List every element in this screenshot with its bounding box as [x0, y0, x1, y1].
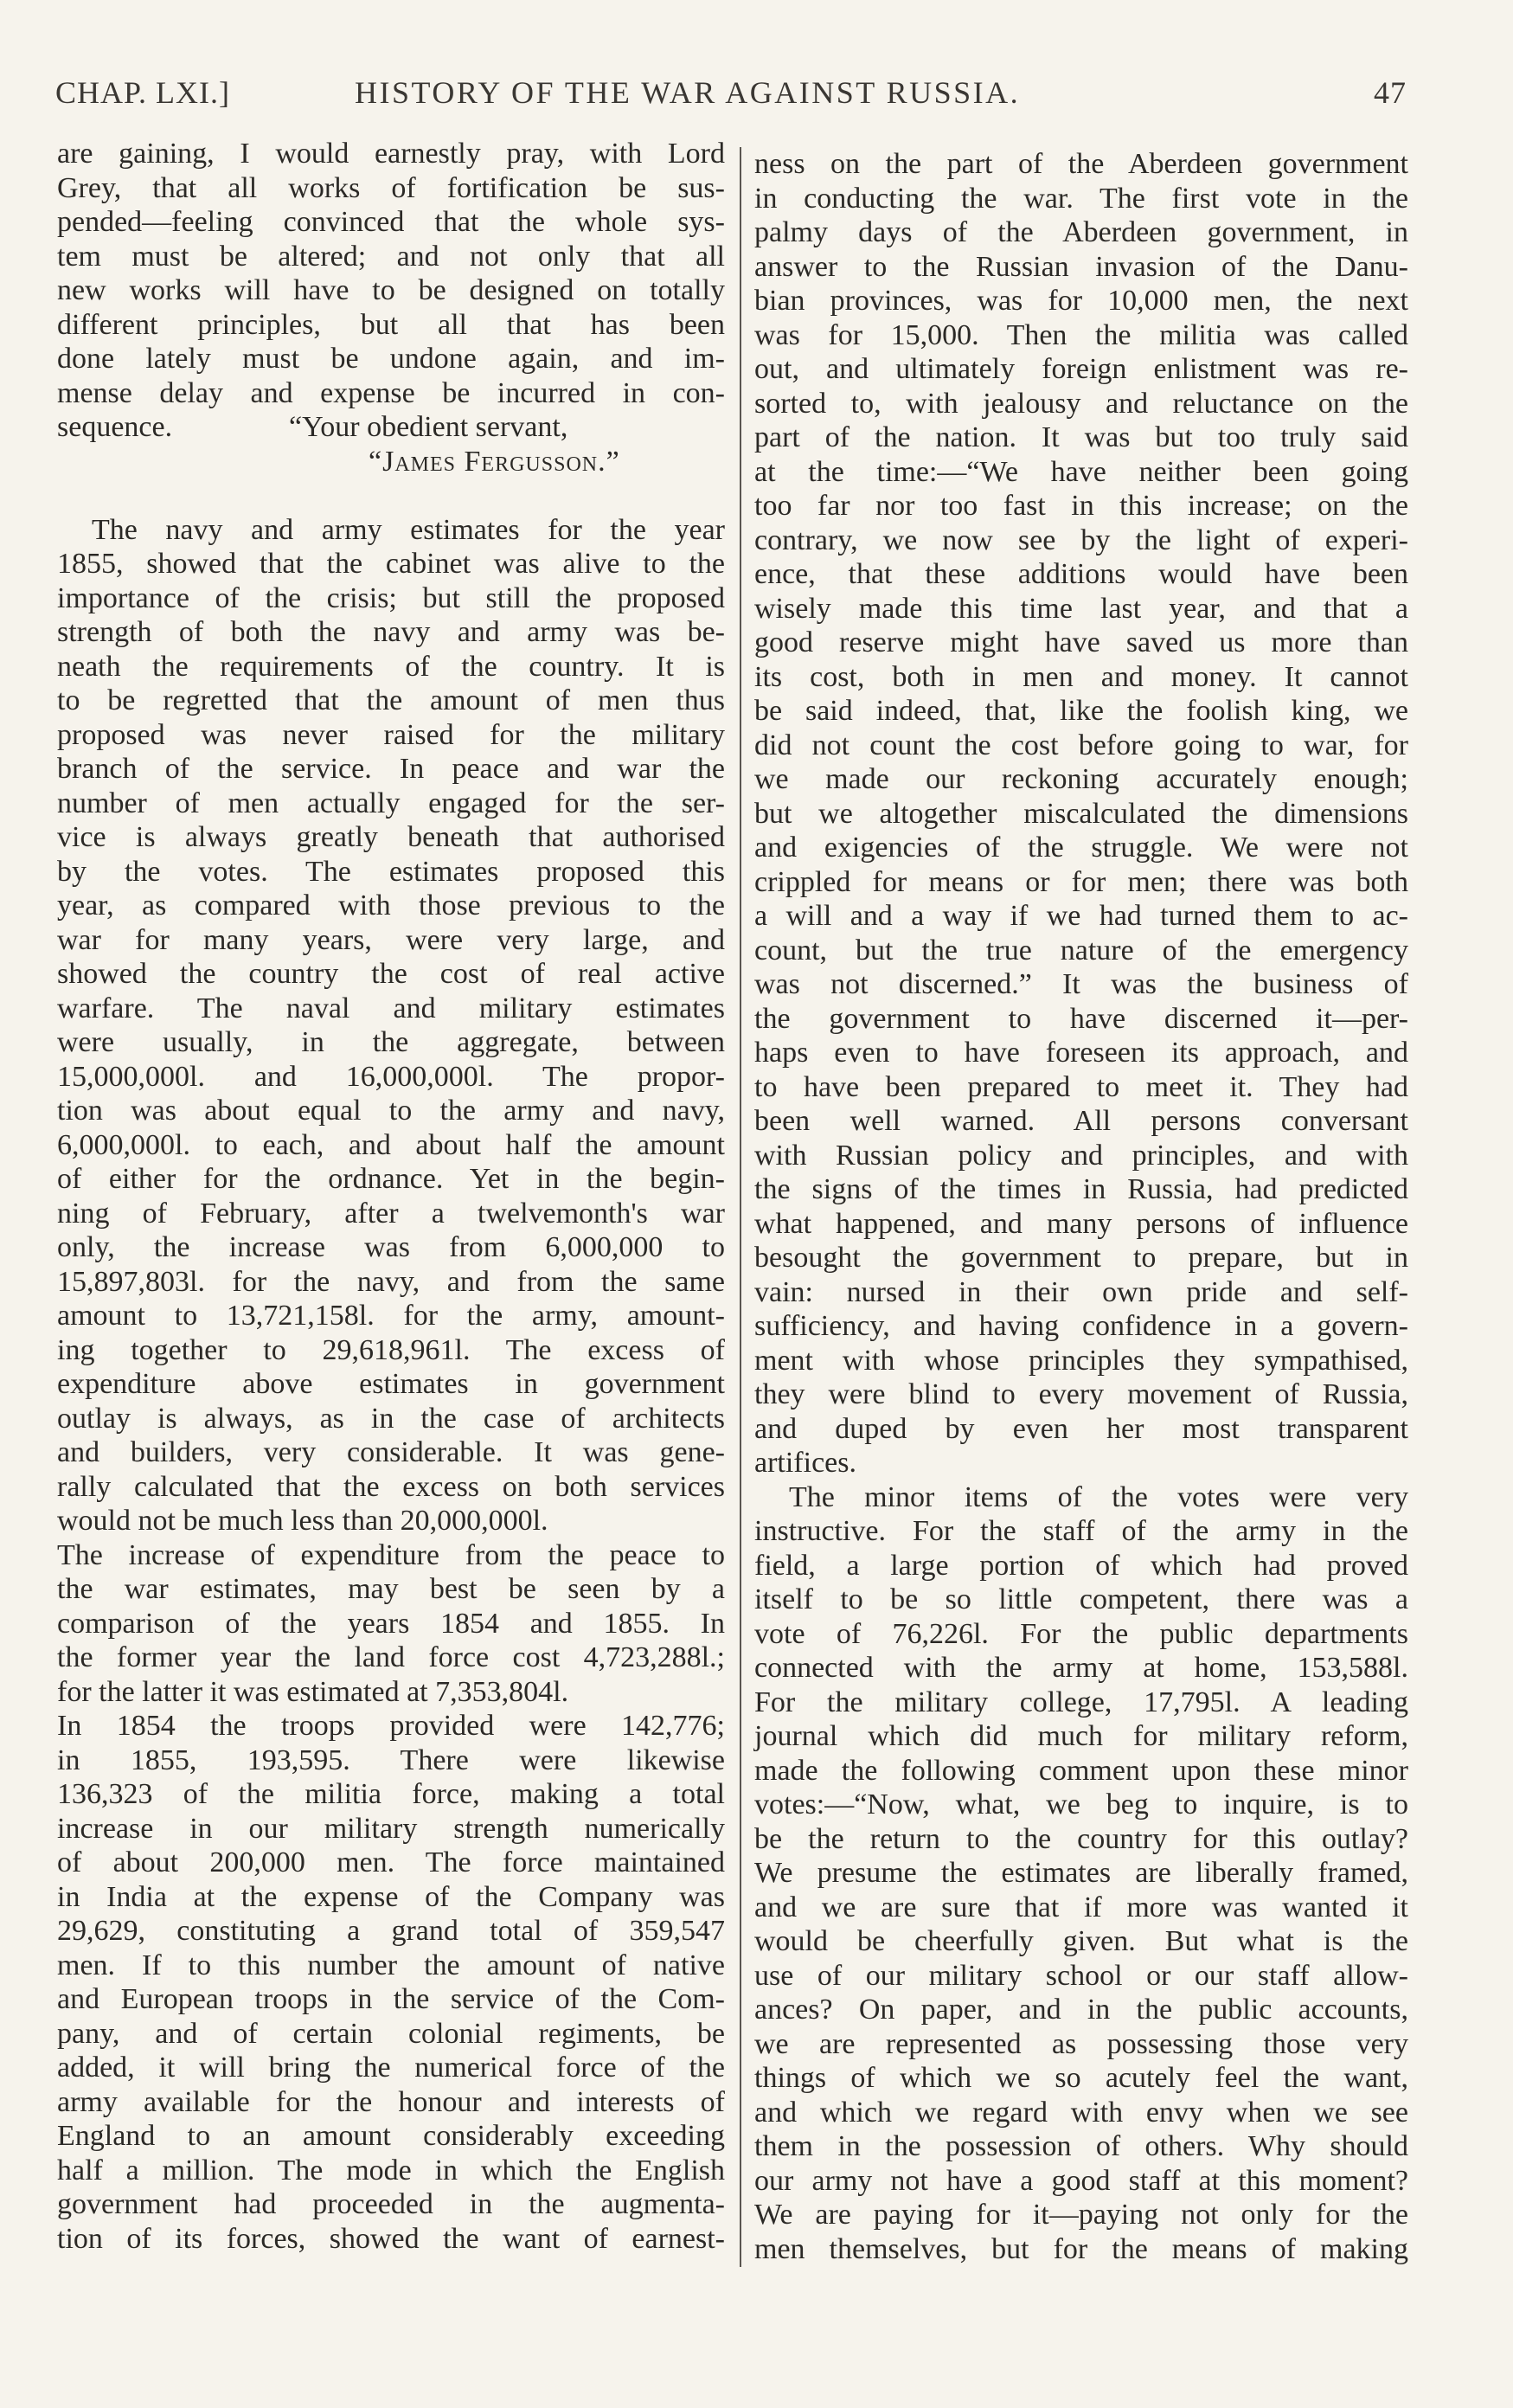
text-line: in 1855, 193,595. There were likewise: [57, 1743, 725, 1776]
text-line: war for many years, were very large, and: [57, 923, 725, 956]
text-line: for the latter it was estimated at 7,353,804l.: [57, 1675, 569, 1708]
text-line: expenditure above estimates in government: [57, 1368, 725, 1400]
text-line: The navy and army estimates for the year: [92, 513, 725, 546]
text-line: tion was about equal to the army and navy,: [57, 1095, 725, 1127]
text-line: In 1854 the troops provided were 142,776;: [57, 1710, 725, 1742]
text-line: them in the possession of others. Why should: [754, 2130, 1408, 2162]
spacer: [57, 478, 725, 513]
text-line: the former year the land force cost 4,723,288l.;: [57, 1641, 725, 1673]
right-column: [754, 147, 1408, 2266]
text-line: its cost, both in men and money. It cannot: [754, 660, 1408, 693]
salutation: “Your obedient servant,: [289, 411, 568, 443]
text-line: vice is always greatly beneath that authorised: [57, 821, 725, 853]
text-line: importance of the crisis; but still the proposed: [57, 581, 725, 614]
text-line: crippled for means or for men; there was both: [754, 865, 1408, 898]
text-line: votes:—“Now, what, we beg to inquire, is to: [754, 1788, 1408, 1820]
text-line: things of which we so acutely feel the want,: [754, 2062, 1408, 2094]
text-line: strength of both the navy and army was be-: [57, 616, 725, 648]
text-line: of either for the ordnance. Yet in the begin-: [57, 1163, 725, 1195]
text-line: contrary, we now see by the light of experi-: [754, 523, 1408, 556]
text-line: done lately must be undone again, and im-: [57, 343, 725, 375]
text-line: field, a large portion of which had proved: [754, 1549, 1408, 1582]
text-line: sufficiency, and having confidence in a govern-: [754, 1310, 1408, 1342]
closing-word: sequence.: [57, 411, 173, 443]
text-line: ning of February, after a twelvemonth's war: [57, 1197, 725, 1230]
text-line: 136,323 of the militia force, making a total: [57, 1778, 725, 1810]
text-line: new works will have to be designed on totally: [57, 274, 725, 306]
text-line: added, it will bring the numerical force of the: [57, 2052, 725, 2084]
text-line: For the military college, 17,795l. A leading: [754, 1686, 1408, 1718]
text-line: be said indeed, that, like the foolish king, we: [754, 695, 1408, 727]
text-line: ence, that these additions would have been: [754, 558, 1408, 590]
text-line: branch of the service. In peace and war the: [57, 753, 725, 785]
text-line: the government to have discerned it—per-: [754, 1002, 1408, 1035]
text-line: ing together to 29,618,961l. The excess of: [57, 1333, 725, 1366]
text-line: pany, and of certain colonial regiments, be: [57, 2017, 725, 2050]
text-line: count, but the true nature of the emergency: [754, 934, 1408, 966]
text-line: tem must be altered; and not only that all: [57, 240, 725, 273]
letter-closing: [57, 410, 725, 445]
text-line: tion of its forces, showed the want of earnest-: [57, 2222, 725, 2255]
text-line: we made our reckoning accurately enough;: [754, 763, 1408, 795]
text-line: what happened, and many persons of influence: [754, 1207, 1408, 1240]
text-line: and which we regard with envy when we see: [754, 2096, 1408, 2129]
column-divider: [740, 147, 741, 2267]
left-column: [57, 137, 725, 2256]
text-line: artifices.: [754, 1447, 856, 1479]
text-line: a will and a way if we had turned them to ac-: [754, 900, 1408, 932]
text-line: We presume the estimates are liberally framed,: [754, 1857, 1408, 1889]
text-line: by the votes. The estimates proposed this: [57, 855, 725, 888]
text-line: besought the government to prepare, but in: [754, 1242, 1408, 1274]
text-line: ances? On paper, and in the public accounts,: [754, 1994, 1408, 2026]
text-line: was for 15,000. Then the militia was called: [754, 318, 1408, 351]
text-line: outlay is always, as in the case of architects: [57, 1402, 725, 1435]
text-line: answer to the Russian invasion of the Danu-: [754, 250, 1408, 283]
text-line: men. If to this number the amount of native: [57, 1949, 725, 1981]
text-line: the signs of the times in Russia, had predicted: [754, 1173, 1408, 1205]
text-line: and builders, very considerable. It was gene-: [57, 1436, 725, 1468]
text-line: in conducting the war. The first vote in the: [754, 182, 1408, 215]
text-line: sorted to, with jealousy and reluctance on the: [754, 387, 1408, 420]
text-line: warfare. The naval and military estimates: [57, 992, 725, 1024]
text-line: increase in our military strength numerically: [57, 1812, 725, 1845]
text-line: were usually, in the aggregate, between: [57, 1026, 725, 1058]
text-line: instructive. For the staff of the army in the: [754, 1515, 1408, 1547]
text-line: ness on the part of the Aberdeen government: [754, 148, 1408, 180]
text-line: haps even to have foreseen its approach, and: [754, 1037, 1408, 1069]
text-line: would not be much less than 20,000,000l.: [57, 1505, 548, 1537]
paragraph-estimates: [57, 513, 725, 2257]
text-line: army available for the honour and interests of: [57, 2085, 725, 2118]
text-line: at the time:—“We have neither been going: [754, 455, 1408, 488]
text-line: ment with whose principles they sympathised,: [754, 1344, 1408, 1377]
text-line: amount to 13,721,158l. for the army, amount-: [57, 1300, 725, 1332]
text-line: the war estimates, may best be seen by a: [57, 1573, 725, 1605]
text-line: in India at the expense of the Company was: [57, 1880, 725, 1913]
text-line: wisely made this time last year, and that a: [754, 592, 1408, 625]
text-line: made the following comment upon these minor: [754, 1754, 1408, 1787]
text-line: of about 200,000 men. The force maintained: [57, 1846, 725, 1878]
text-line: journal which did much for military reform,: [754, 1720, 1408, 1752]
text-line: England to an amount considerably exceeding: [57, 2120, 725, 2152]
text-line: The increase of expenditure from the peace to: [57, 1538, 725, 1571]
text-line: comparison of the years 1854 and 1855. In: [57, 1607, 725, 1640]
text-line: half a million. The mode in which the English: [57, 2154, 725, 2186]
text-line: and duped by even her most transparent: [754, 1412, 1408, 1445]
text-line: bian provinces, was for 10,000 men, the next: [754, 285, 1408, 317]
text-line: are gaining, I would earnestly pray, with Lord: [57, 138, 725, 170]
text-line: showed the country the cost of real active: [57, 958, 725, 990]
text-line: 6,000,000l. to each, and about half the amount: [57, 1128, 725, 1161]
text-line: 1855, showed that the cabinet was alive to the: [57, 548, 725, 580]
text-line: number of men actually engaged for the ser-: [57, 787, 725, 819]
text-line: men themselves, but for the means of making: [754, 2232, 1408, 2265]
text-line: out, and ultimately foreign enlistment was re-: [754, 353, 1408, 385]
page-number: 47: [1374, 75, 1407, 110]
text-line: neath the requirements of the country. It is: [57, 650, 725, 683]
text-line: 15,897,803l. for the navy, and from the same: [57, 1265, 725, 1298]
text-line: would be cheerfully given. But what is the: [754, 1925, 1408, 1957]
text-line: been well warned. All persons conversant: [754, 1105, 1408, 1137]
text-line: use of our military school or our staff allow-: [754, 1959, 1408, 1992]
text-line: mense delay and expense be incurred in con-: [57, 376, 725, 409]
chapter-label: CHAP. LXI.]: [55, 75, 231, 110]
text-line: We are paying for it—paying not only for the: [754, 2199, 1408, 2231]
text-line: Grey, that all works of fortification be sus-: [57, 171, 725, 204]
text-line: proposed was never raised for the military: [57, 718, 725, 751]
text-line: government had proceeded in the augmenta-: [57, 2188, 725, 2220]
text-line: and exigencies of the struggle. We were not: [754, 832, 1408, 864]
signature: “James Fergusson.”: [369, 445, 620, 478]
text-line: and European troops in the service of the Com-: [57, 1983, 725, 2015]
text-line: part of the nation. It was but too truly said: [754, 421, 1408, 453]
text-line: but we altogether miscalculated the dimensions: [754, 797, 1408, 830]
text-line: good reserve might have saved us more than: [754, 626, 1408, 658]
text-line: different principles, but all that has been: [57, 308, 725, 341]
text-line: to be regretted that the amount of men thus: [57, 684, 725, 716]
text-line: vote of 76,226l. For the public departments: [754, 1617, 1408, 1650]
text-line: we are represented as possessing those very: [754, 2027, 1408, 2060]
text-line: only, the increase was from 6,000,000 to: [57, 1231, 725, 1263]
text-line: 15,000,000l. and 16,000,000l. The propor-: [57, 1060, 725, 1093]
text-line: to have been prepared to meet it. They had: [754, 1070, 1408, 1103]
letter-excerpt: [57, 137, 725, 410]
text-line: with Russian policy and principles, and with: [754, 1139, 1408, 1172]
text-line: connected with the army at home, 153,588l.: [754, 1652, 1408, 1684]
text-line: palmy days of the Aberdeen government, in: [754, 216, 1408, 248]
text-line: did not count the cost before going to war, for: [754, 729, 1408, 761]
text-line: was not discerned.” It was the business of: [754, 968, 1408, 1000]
text-line: too far nor too fast in this increase; on the: [754, 490, 1408, 522]
text-line: year, as compared with those previous to the: [57, 889, 725, 921]
text-line: vain: nursed in their own pride and self-: [754, 1275, 1408, 1308]
text-line: pended—feeling convinced that the whole sys-: [57, 206, 725, 238]
text-line: our army not have a good staff at this moment?: [754, 2164, 1408, 2197]
running-title: HISTORY OF THE WAR AGAINST RUSSIA.: [355, 75, 1021, 110]
text-line: The minor items of the votes were very: [789, 1480, 1408, 1513]
text-line: they were blind to every movement of Russia,: [754, 1378, 1408, 1410]
text-line: 29,629, constituting a grand total of 359,547: [57, 1915, 725, 1947]
text-line: and we are sure that if more was wanted it: [754, 1891, 1408, 1923]
text-line: be the return to the country for this outlay?: [754, 1822, 1408, 1855]
text-line: rally calculated that the excess on both services: [57, 1470, 725, 1503]
text-line: itself to be so little competent, there was a: [754, 1583, 1408, 1615]
